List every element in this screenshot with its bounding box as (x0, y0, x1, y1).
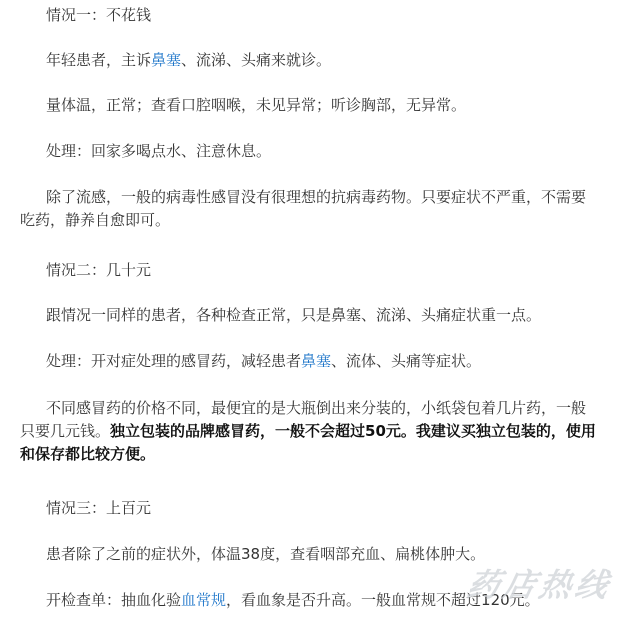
case-three-symptoms-text: 患者除了之前的症状外，体温38度，查看咽部充血、扁桃体肿大。 (46, 545, 486, 563)
medicine-price-bold-text: 独立包装的品牌感冒药，一般不会超过50元。我建议买独立包装的，使用 (110, 422, 596, 440)
complaint-text-post: 、流涕、头痛来就诊。 (181, 51, 332, 69)
case-three-title-text: 情况三：上百元 (46, 499, 152, 517)
medicine-price-line-3: 和保存都比较方便。 (20, 445, 156, 463)
case-two-patient-text: 跟情况一同样的患者，各种检查正常，只是鼻塞、流涕、头痛症状重一点。 (46, 306, 542, 324)
medicine-price-text: 只要几元钱。 (20, 422, 111, 440)
paragraph-case-two-title (46, 259, 626, 282)
link-blood-routine[interactable]: 血常规 (181, 591, 227, 609)
paragraph-case-three-symptoms (46, 543, 626, 566)
link-nasal-congestion-2[interactable]: 鼻塞 (301, 352, 332, 370)
paragraph-treatment-one (46, 140, 626, 163)
treatment-one-text: 处理：回家多喝点水、注意休息。 (46, 142, 272, 160)
examination-text: 量体温，正常；查看口腔咽喉，未见异常；听诊胸部，无异常。 (46, 96, 467, 114)
flu-note-line-2: 吃药，静养自愈即可。 (20, 211, 171, 229)
paragraph-case-three-title (46, 497, 626, 520)
treatment-two-text-pre: 处理：开对症处理的感冒药，减轻患者 (46, 352, 302, 370)
link-nasal-congestion[interactable]: 鼻塞 (151, 51, 182, 69)
treatment-two-text-post: 、流体、头痛等症状。 (331, 352, 482, 370)
paragraph-examination (46, 94, 626, 117)
case-one-title-text: 情况一：不花钱 (46, 6, 152, 24)
complaint-text-pre: 年轻患者，主诉 (46, 51, 152, 69)
paragraph-medicine-price (0, 397, 640, 466)
medicine-price-line-2 (20, 420, 640, 443)
paragraph-case-two-patient (46, 304, 626, 327)
blood-test-text-pre: 开检查单：抽血化验 (46, 591, 182, 609)
case-two-title-text: 情况二：几十元 (46, 261, 152, 279)
flu-note-line-1: 除了流感，一般的病毒性感冒没有很理想的抗病毒药物。只要症状不严重，不需要 (46, 188, 587, 206)
paragraph-blood-test (46, 589, 626, 612)
paragraph-patient-complaint (46, 49, 626, 72)
medicine-price-line-1: 不同感冒药的价格不同，最便宜的是大瓶倒出来分装的，小纸袋包着几片药，一般 (46, 399, 587, 417)
blood-test-text-post: ，看血象是否升高。一般血常规不超过120元。 (226, 591, 540, 609)
paragraph-case-one-title (46, 4, 626, 27)
paragraph-flu-note (0, 186, 640, 232)
watermark-logo: 药店热线 (463, 566, 616, 604)
paragraph-treatment-two (46, 350, 626, 373)
